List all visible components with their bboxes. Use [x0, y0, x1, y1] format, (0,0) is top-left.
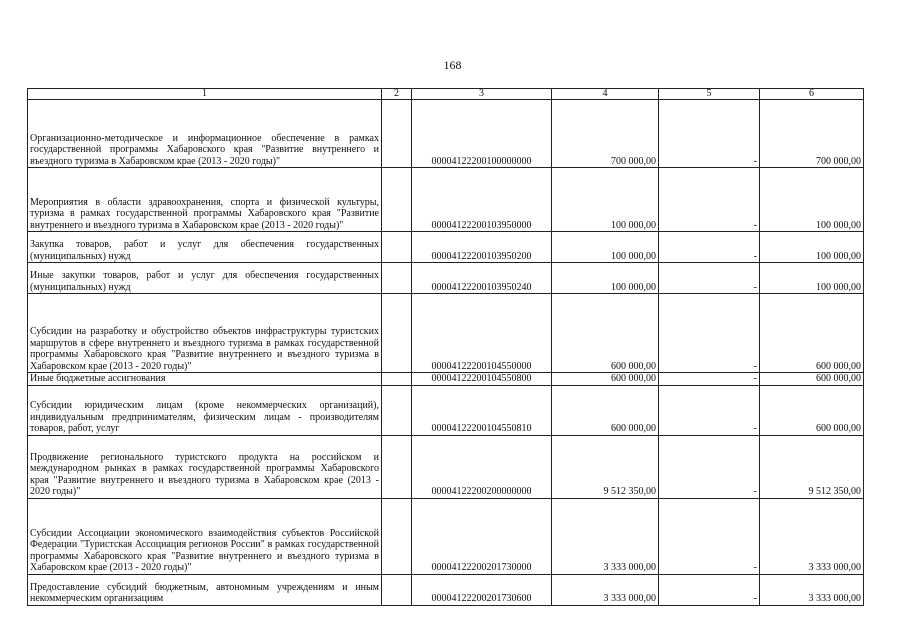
row-total: 3 333 000,00	[760, 498, 864, 574]
row-col5: -	[659, 294, 760, 373]
row-name: Иные закупки товаров, работ и услуг для обеспечения государственных (муниципальных) нужд	[28, 263, 382, 294]
row-col5: -	[659, 574, 760, 605]
row-code: 00004122200201730600	[412, 574, 552, 605]
row-name: Субсидии юридическим лицам (кроме некоммерческих организаций), индивидуальным предпринимателям, физическим лицам - производителям товаров, работ, услуг	[28, 385, 382, 435]
row-code: 00004122200103950200	[412, 232, 552, 263]
table-row	[28, 385, 864, 435]
header-row	[28, 89, 864, 100]
column-header-2: 2	[382, 89, 412, 100]
row-col2	[382, 373, 412, 386]
row-total: 600 000,00	[760, 294, 864, 373]
table-row	[28, 373, 864, 386]
row-col2	[382, 232, 412, 263]
table-row	[28, 168, 864, 232]
table-row	[28, 263, 864, 294]
column-header-3: 3	[412, 89, 552, 100]
row-col2	[382, 498, 412, 574]
row-name: Организационно-методическое и информационное обеспечение в рамках государственной программы Хабаровского края "Развитие внутреннего и въездного туризма в Хабаровском крае (2013 - 2020 годы)"	[28, 100, 382, 168]
row-amount: 3 333 000,00	[552, 498, 659, 574]
table-row	[28, 294, 864, 373]
row-code: 00004122200103950240	[412, 263, 552, 294]
row-code: 00004122200104550800	[412, 373, 552, 386]
row-col2	[382, 385, 412, 435]
table-row	[28, 498, 864, 574]
table-header	[28, 89, 864, 100]
row-amount: 9 512 350,00	[552, 435, 659, 498]
budget-table	[27, 88, 864, 606]
row-col5: -	[659, 168, 760, 232]
row-name: Мероприятия в области здравоохранения, спорта и физической культуры, туризма в рамках государственной программы Хабаровского края "Развитие внутреннего и въездного туризма в Хабаровском крае (2013 - 2020 годы)"	[28, 168, 382, 232]
table-row	[28, 232, 864, 263]
row-total: 100 000,00	[760, 232, 864, 263]
column-header-4: 4	[552, 89, 659, 100]
row-col5: -	[659, 100, 760, 168]
table-row	[28, 574, 864, 605]
row-col5: -	[659, 385, 760, 435]
row-name: Продвижение регионального туристского продукта на российском и международном рынках в рамках государственной программы Хабаровского края "Развитие внутреннего и въездного туризма в Хабаровском крае (2013 - 2020 годы)"	[28, 435, 382, 498]
row-amount: 3 333 000,00	[552, 574, 659, 605]
row-name: Закупка товаров, работ и услуг для обеспечения государственных (муниципальных) нужд	[28, 232, 382, 263]
row-total: 600 000,00	[760, 373, 864, 386]
column-header-6: 6	[760, 89, 864, 100]
row-amount: 600 000,00	[552, 373, 659, 386]
row-amount: 100 000,00	[552, 263, 659, 294]
column-header-1: 1	[28, 89, 382, 100]
row-col2	[382, 294, 412, 373]
row-col5: -	[659, 435, 760, 498]
table-body	[28, 100, 864, 606]
row-col5: -	[659, 263, 760, 294]
row-code: 00004122200100000000	[412, 100, 552, 168]
row-name: Субсидии на разработку и обустройство объектов инфраструктуры туристских маршрутов в сфере внутреннего и въездного туризма в рамках государственной программы Хабаровского края "Развитие внутреннего и въездного туризма в Хабаровском крае (2013 - 2020 годы)"	[28, 294, 382, 373]
row-amount: 600 000,00	[552, 385, 659, 435]
table-row	[28, 435, 864, 498]
row-code: 00004122200201730000	[412, 498, 552, 574]
row-col2	[382, 263, 412, 294]
row-amount: 600 000,00	[552, 294, 659, 373]
row-total: 3 333 000,00	[760, 574, 864, 605]
row-total: 700 000,00	[760, 100, 864, 168]
row-col5: -	[659, 498, 760, 574]
row-amount: 100 000,00	[552, 168, 659, 232]
row-name: Субсидии Ассоциации экономического взаимодействия субъектов Российской Федерации "Туристская Ассоциация регионов России" в рамках государственной программы Хабаровского края "Развитие внутреннего и въездного туризма в Хабаровском крае (2013 - 2020 годы)"	[28, 498, 382, 574]
row-col2	[382, 100, 412, 168]
row-col2	[382, 168, 412, 232]
page-number: 168	[443, 58, 462, 72]
column-header-5: 5	[659, 89, 760, 100]
row-col5: -	[659, 373, 760, 386]
row-total: 600 000,00	[760, 385, 864, 435]
row-amount: 100 000,00	[552, 232, 659, 263]
row-code: 00004122200103950000	[412, 168, 552, 232]
row-total: 100 000,00	[760, 168, 864, 232]
row-code: 00004122200104550810	[412, 385, 552, 435]
row-name: Предоставление субсидий бюджетным, автономным учреждениям и иным некоммерческим организациям	[28, 574, 382, 605]
row-total: 100 000,00	[760, 263, 864, 294]
row-col2	[382, 574, 412, 605]
row-amount: 700 000,00	[552, 100, 659, 168]
table-row	[28, 100, 864, 168]
row-code: 00004122200104550000	[412, 294, 552, 373]
row-total: 9 512 350,00	[760, 435, 864, 498]
row-col5: -	[659, 232, 760, 263]
row-col2	[382, 435, 412, 498]
row-code: 00004122200200000000	[412, 435, 552, 498]
row-name: Иные бюджетные ассигнования	[28, 373, 382, 386]
